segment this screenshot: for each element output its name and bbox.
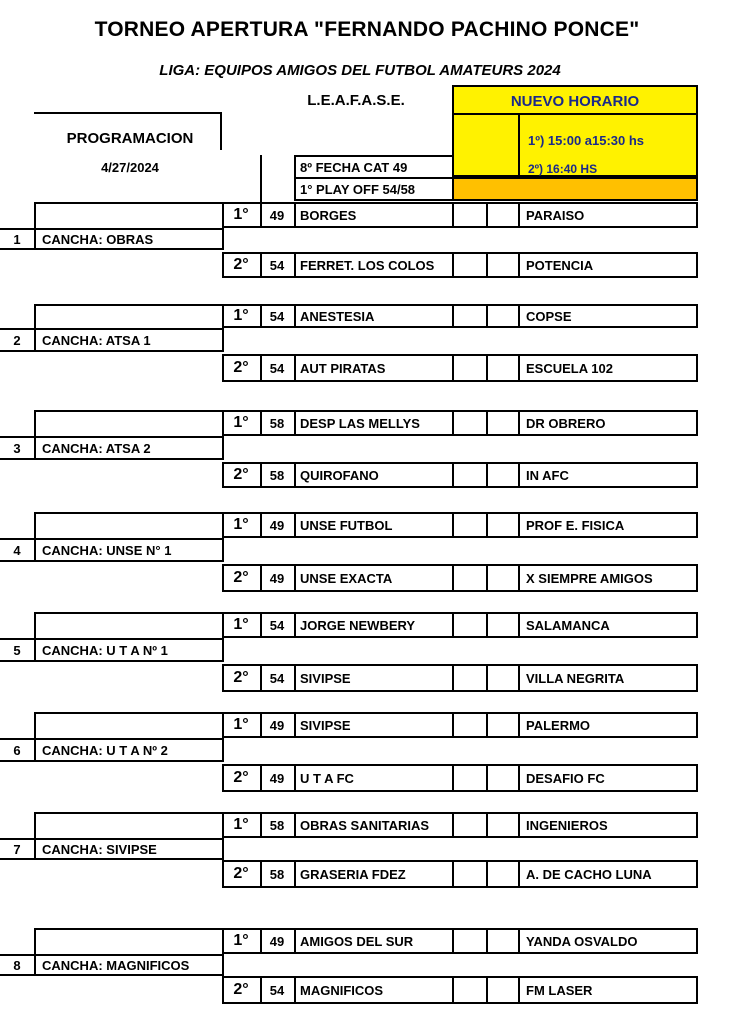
court-divider	[34, 838, 36, 860]
match-order: 2°	[233, 569, 249, 586]
home-team: GRASERIA FDEZ	[300, 866, 406, 882]
cell-divider	[452, 354, 454, 382]
match-order: 1°	[233, 932, 249, 949]
match-order: 2°	[233, 256, 249, 273]
cell-divider	[518, 928, 520, 954]
page-title: TORNEO APERTURA "FERNANDO PACHINO PONCE"	[94, 18, 640, 41]
cell-divider	[486, 564, 488, 592]
home-team: OBRAS SANITARIAS	[300, 817, 430, 833]
home-team: U T A FC	[300, 770, 354, 786]
away-team: PALERMO	[526, 717, 591, 733]
fecha-label: 8º FECHA CAT 49	[300, 160, 408, 175]
cell-divider	[452, 712, 454, 738]
cell-divider	[518, 712, 520, 738]
cell-divider	[486, 764, 488, 792]
league-acronym: L.E.A.F.A.S.E.	[307, 92, 405, 109]
match-order: 2°	[233, 865, 249, 882]
match-category: 54	[269, 360, 285, 376]
court-top-box	[34, 612, 224, 638]
programacion-label: PROGRAMACION	[66, 130, 194, 147]
cell-divider	[518, 304, 520, 328]
away-team: COPSE	[526, 308, 572, 324]
match-order: 2°	[233, 359, 249, 376]
cell-divider	[486, 612, 488, 638]
cell-divider	[486, 354, 488, 382]
cell-divider	[452, 860, 454, 888]
court-name: CANCHA: OBRAS	[42, 231, 154, 247]
cell-divider	[518, 764, 520, 792]
match-order: 2°	[233, 669, 249, 686]
cell-divider	[452, 512, 454, 538]
court-divider	[34, 328, 36, 352]
away-team: INGENIEROS	[526, 817, 608, 833]
court-divider	[34, 738, 36, 762]
court-number: 8	[13, 957, 21, 973]
home-team: FERRET. LOS COLOS	[300, 257, 435, 273]
cell-divider	[452, 612, 454, 638]
cell-divider	[518, 512, 520, 538]
home-team: UNSE FUTBOL	[300, 517, 393, 533]
cell-divider	[518, 410, 520, 436]
cell-divider	[486, 812, 488, 838]
time-slot-1: 1º) 15:00 a15:30 hs	[528, 133, 645, 148]
away-team: DR OBRERO	[526, 415, 606, 431]
match-category: 58	[269, 415, 285, 431]
away-team: A. DE CACHO LUNA	[526, 866, 652, 882]
cell-divider	[452, 812, 454, 838]
match-category: 49	[269, 717, 285, 733]
match-order: 2°	[233, 769, 249, 786]
away-team: X SIEMPRE AMIGOS	[526, 570, 653, 586]
match-category: 58	[269, 467, 285, 483]
match-order: 1°	[233, 816, 249, 833]
cell-divider	[452, 462, 454, 488]
cell-divider	[518, 564, 520, 592]
match-order: 1°	[233, 307, 249, 324]
match-order: 1°	[233, 616, 249, 633]
match-order: 2°	[233, 981, 249, 998]
cell-divider	[486, 410, 488, 436]
match-category: 54	[269, 257, 285, 273]
cell-divider	[518, 812, 520, 838]
away-team: PROF E. FISICA	[526, 517, 625, 533]
home-team: AUT PIRATAS	[300, 360, 386, 376]
cell-divider	[452, 976, 454, 1004]
home-team: UNSE EXACTA	[300, 570, 393, 586]
away-team: ESCUELA 102	[526, 360, 613, 376]
cell-divider	[486, 512, 488, 538]
court-top-box	[34, 712, 224, 738]
orange-highlight-cell	[452, 177, 698, 201]
match-order: 1°	[233, 206, 249, 223]
match-order: 2°	[233, 466, 249, 483]
schedule-date: 4/27/2024	[101, 160, 159, 175]
cell-divider	[518, 202, 520, 228]
home-team: BORGES	[300, 207, 357, 223]
cell-divider	[452, 410, 454, 436]
court-number: 1	[13, 231, 21, 247]
court-divider	[34, 228, 36, 250]
cell-divider	[486, 252, 488, 278]
court-name: CANCHA: ATSA 1	[42, 332, 151, 348]
court-name: CANCHA: SIVIPSE	[42, 841, 157, 857]
away-team: PARAISO	[526, 207, 585, 223]
cell-divider	[452, 764, 454, 792]
court-name: CANCHA: MAGNIFICOS	[42, 957, 190, 973]
court-top-box	[34, 812, 224, 838]
away-team: FM LASER	[526, 982, 593, 998]
cell-divider	[518, 354, 520, 382]
court-number: 7	[13, 841, 21, 857]
away-team: YANDA OSVALDO	[526, 933, 638, 949]
home-team: SIVIPSE	[300, 670, 351, 686]
cell-divider	[486, 202, 488, 228]
court-top-box	[34, 512, 224, 538]
court-name: CANCHA: U T A Nº 1	[42, 642, 168, 658]
court-number: 3	[13, 440, 21, 456]
court-number: 6	[13, 742, 21, 758]
home-team: JORGE NEWBERY	[300, 617, 416, 633]
court-divider	[34, 638, 36, 662]
court-name: CANCHA: U T A Nº 2	[42, 742, 168, 758]
home-team: SIVIPSE	[300, 717, 351, 733]
cell-divider	[486, 462, 488, 488]
away-team: POTENCIA	[526, 257, 594, 273]
home-team: DESP LAS MELLYS	[300, 415, 420, 431]
cell-divider	[486, 976, 488, 1004]
away-team: SALAMANCA	[526, 617, 610, 633]
match-category: 49	[269, 933, 285, 949]
home-team: QUIROFANO	[300, 467, 379, 483]
cell-divider	[518, 976, 520, 1004]
match-category: 49	[269, 570, 285, 586]
home-team: AMIGOS DEL SUR	[300, 933, 414, 949]
match-category: 54	[269, 670, 285, 686]
away-team: VILLA NEGRITA	[526, 670, 625, 686]
cell-divider	[486, 928, 488, 954]
match-order: 1°	[233, 716, 249, 733]
cell-divider	[486, 304, 488, 328]
court-divider	[34, 954, 36, 976]
away-team: IN AFC	[526, 467, 569, 483]
match-category: 54	[269, 982, 285, 998]
match-order: 1°	[233, 414, 249, 431]
cell-divider	[486, 712, 488, 738]
cell-divider	[452, 564, 454, 592]
cell-divider	[518, 612, 520, 638]
court-top-box	[34, 304, 224, 328]
away-team: DESAFIO FC	[526, 770, 605, 786]
cell-divider	[452, 252, 454, 278]
match-category: 49	[269, 517, 285, 533]
match-category: 58	[269, 817, 285, 833]
court-name: CANCHA: ATSA 2	[42, 440, 151, 456]
cell-divider	[452, 304, 454, 328]
time-slot-2: 2º) 16:40 HS	[528, 162, 598, 176]
match-category: 54	[269, 308, 285, 324]
cell-divider	[518, 252, 520, 278]
cell-divider	[452, 928, 454, 954]
court-number: 5	[13, 642, 21, 658]
court-top-box	[34, 928, 224, 954]
match-category: 54	[269, 617, 285, 633]
match-category: 58	[269, 866, 285, 882]
court-divider	[34, 436, 36, 460]
nuevo-horario-label: NUEVO HORARIO	[510, 93, 640, 110]
court-number: 4	[13, 542, 21, 558]
court-divider	[34, 538, 36, 562]
cell-divider	[452, 664, 454, 692]
court-top-box	[34, 410, 224, 436]
cell-divider	[486, 664, 488, 692]
court-top-box	[34, 202, 224, 228]
league-subtitle: LIGA: EQUIPOS AMIGOS DEL FUTBOL AMATEURS 2024	[159, 62, 561, 79]
match-category: 49	[269, 770, 285, 786]
match-order: 1°	[233, 516, 249, 533]
cell-divider	[518, 664, 520, 692]
cell-divider	[452, 202, 454, 228]
court-number: 2	[13, 332, 21, 348]
court-name: CANCHA: UNSE N° 1	[42, 542, 172, 558]
playoff-label: 1° PLAY OFF 54/58	[300, 182, 416, 197]
cell-divider	[518, 462, 520, 488]
home-team: MAGNIFICOS	[300, 982, 384, 998]
cell-divider	[518, 860, 520, 888]
cell-divider	[486, 860, 488, 888]
match-category: 49	[269, 207, 285, 223]
home-team: ANESTESIA	[300, 308, 375, 324]
